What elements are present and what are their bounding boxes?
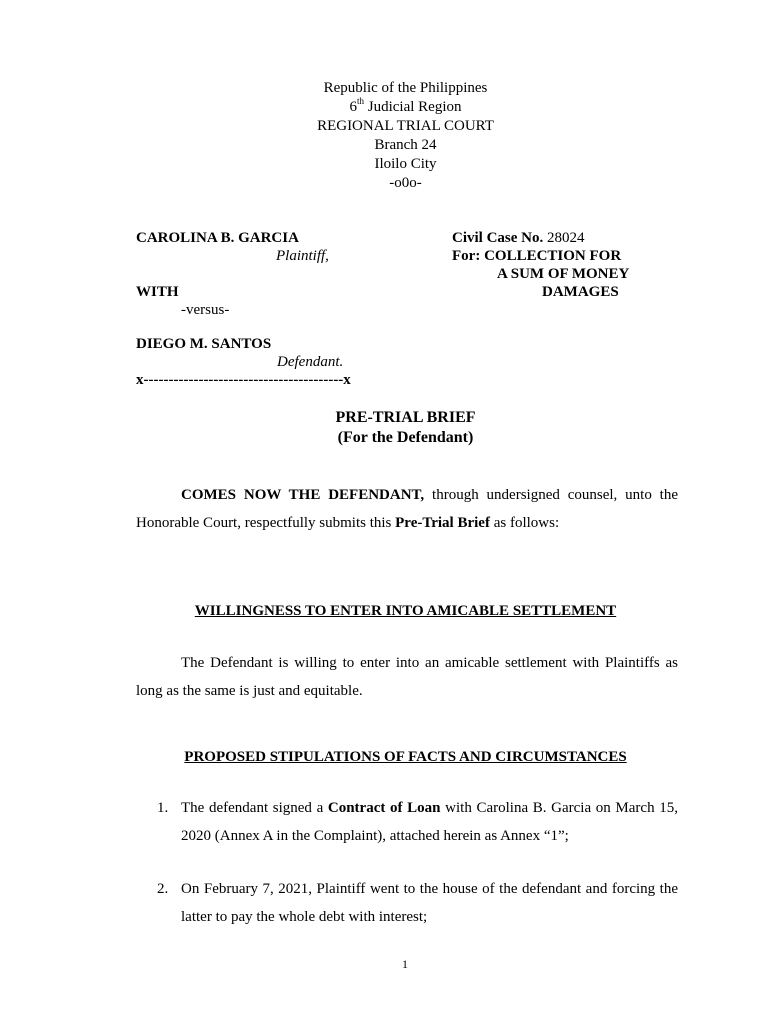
header-branch: Branch 24 bbox=[374, 137, 437, 153]
header-court-name: REGIONAL TRIAL COURT bbox=[317, 118, 494, 134]
defendant-name: DIEGO M. SANTOS bbox=[136, 336, 272, 352]
with-label: WITH bbox=[136, 284, 179, 300]
page-number: 1 bbox=[402, 957, 408, 971]
damages-label: DAMAGES bbox=[542, 284, 619, 300]
versus-label: -versus- bbox=[181, 302, 230, 318]
case-nature-line2: A SUM OF MONEY bbox=[497, 266, 630, 282]
plaintiff-name: CAROLINA B. GARCIA bbox=[136, 230, 299, 246]
list-item: 2. On February 7, 2021, Plaintiff went to the house of the defendant and forcing the latter to pay the whole debt with interest; bbox=[181, 875, 678, 931]
section-heading-amicable-settlement: WILLINGNESS TO ENTER INTO AMICABLE SETTLEMENT bbox=[194, 603, 617, 619]
header-city: Iloilo City bbox=[374, 156, 437, 172]
list-item-number: 2. bbox=[157, 881, 169, 897]
case-nature-line1: For: COLLECTION FOR bbox=[452, 248, 622, 264]
list-item: 1. The defendant signed a Contract of Loan with Carolina B. Garcia on March 15, 2020 (Annex A in the Complaint), attached herein as Annex “1”; bbox=[181, 794, 678, 850]
plaintiff-role: Plaintiff, bbox=[276, 248, 329, 264]
header-judicial-region: 6th Judicial Region bbox=[349, 96, 462, 115]
list-item-number: 1. bbox=[157, 800, 169, 816]
section-heading-stipulations: PROPOSED STIPULATIONS OF FACTS AND CIRCUMSTANCES bbox=[184, 749, 627, 765]
header-ornament: -o0o- bbox=[389, 175, 422, 191]
intro-paragraph: COMES NOW THE DEFENDANT, through undersigned counsel, unto the Honorable Court, respectfully submits this Pre-Trial Brief as follows: bbox=[136, 487, 678, 531]
caption-separator: x----------------------------------------x bbox=[136, 372, 351, 388]
header-republic: Republic of the Philippines bbox=[323, 80, 488, 96]
civil-case-number: Civil Case No. 28024 bbox=[452, 230, 585, 246]
document-title: PRE-TRIAL BRIEF bbox=[335, 409, 476, 426]
document-subtitle: (For the Defendant) bbox=[337, 429, 474, 446]
defendant-role: Defendant. bbox=[277, 354, 344, 370]
section-amicable-settlement-body: The Defendant is willing to enter into an amicable settlement with Plaintiffs as long as the same is just and equitable. bbox=[136, 655, 678, 699]
